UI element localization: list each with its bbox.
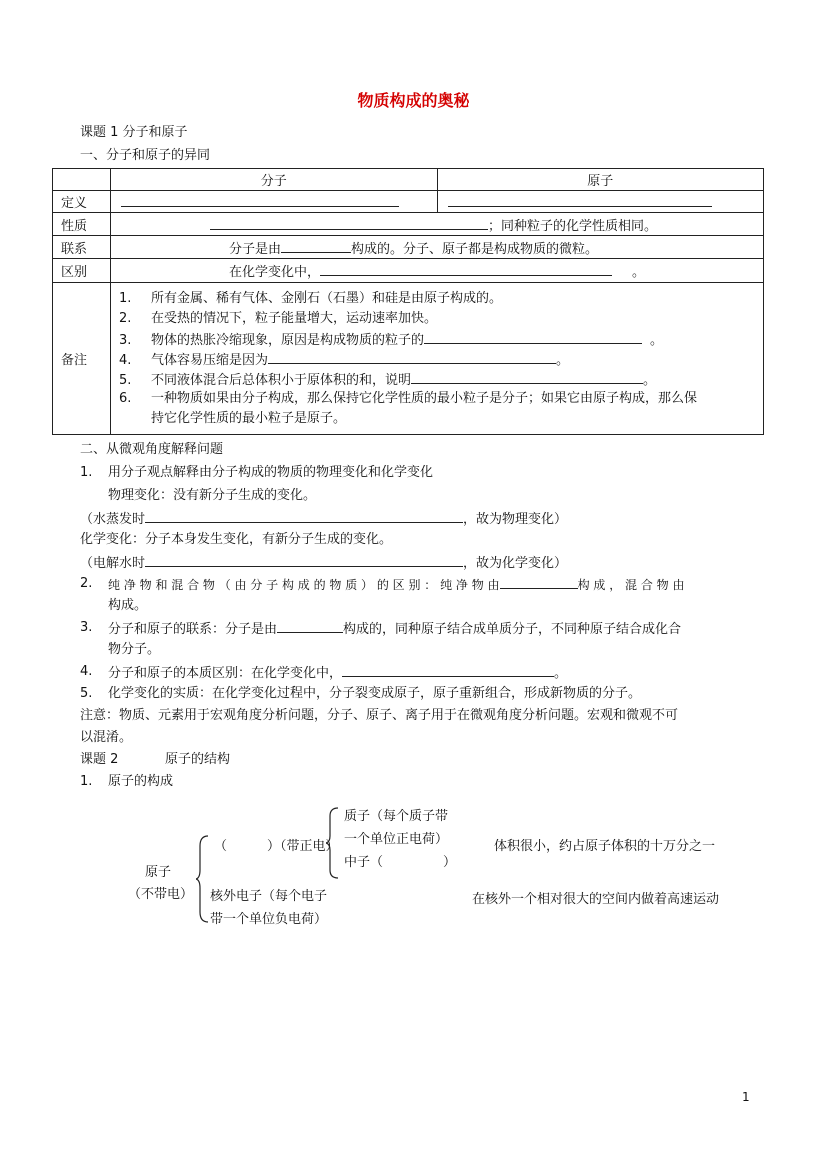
property-text: ；同种粒子的化学性质相同。 — [488, 218, 658, 234]
nucleus-brace — [326, 806, 340, 880]
outer-brace — [196, 834, 210, 924]
note-line-1: 注意：物质、元素用于宏观角度分析问题，分子、原子、离子用于在微观角度分析问题。宏观和微观不可 — [80, 708, 679, 723]
item-3-num: 3. — [80, 620, 93, 635]
section-2-heading: 二、从微观角度解释问题 — [80, 442, 224, 457]
structure-title: 原子的构成 — [108, 774, 174, 789]
relation-cell — [111, 236, 764, 259]
neutron-line: 中子（ ） — [344, 855, 457, 870]
item-4-num: 4. — [80, 664, 93, 679]
table-corner — [53, 169, 111, 191]
property-blank[interactable] — [210, 216, 488, 230]
header-atom: 原子 — [437, 169, 764, 191]
note-5-blank[interactable] — [411, 370, 643, 384]
nucleus-volume-note: 体积很小，约占原子体积的十万分之一 — [494, 839, 716, 854]
item-3-cont: 物分子。 — [108, 642, 161, 657]
physical-example-blank[interactable] — [145, 509, 463, 523]
notes-cell — [111, 283, 764, 435]
relation-prefix: 分子是由 — [229, 241, 282, 257]
row-label-notes: 备注 — [53, 283, 111, 435]
lesson-1-heading: 课题 1 分子和原子 — [80, 125, 188, 140]
electron-line-1: 核外电子（每个电子 — [210, 889, 328, 904]
note-3-blank[interactable] — [424, 330, 642, 344]
note-4-blank[interactable] — [268, 350, 556, 364]
chemical-example-blank[interactable] — [145, 553, 463, 567]
item-2-line: 纯 净 物 和 混 合 物 （ 由 分 子 构 成 的 物 质 ） 的 区 别 ： 纯 净 物 由 构 成 ， 混 合 物 由 — [108, 575, 684, 594]
item-1-text: 用分子观点解释由分子构成的物质的物理变化和化学变化 — [108, 465, 434, 480]
relation-blank[interactable] — [281, 239, 351, 253]
note-6-cont: 持它化学性质的最小粒子是原子。 — [151, 410, 347, 426]
chemical-example: （电解水时 ，故为化学变化） — [80, 553, 567, 573]
proton-line-1: 质子（每个质子带 — [344, 809, 449, 824]
definition-molecule-blank[interactable] — [121, 193, 399, 207]
item-4-line: 分子和原子的本质区别：在化学变化中， 。 — [108, 663, 567, 683]
note-6: 6. 一种物质如果由分子构成，那么保持它化学性质的最小粒子是分子；如果它由原子构成，那么保 — [119, 390, 698, 406]
note-1: 1. 所有金属、稀有气体、金刚石（石墨）和硅是由原子构成的。 — [119, 290, 503, 306]
page-number: 1 — [742, 1090, 750, 1104]
physical-change-def: 物理变化：没有新分子生成的变化。 — [108, 488, 317, 503]
structure-num: 1. — [80, 774, 93, 789]
item-3-blank[interactable] — [277, 619, 343, 633]
page-title: 物质构成的奥秘 — [357, 91, 470, 110]
definition-molecule-cell — [111, 191, 438, 213]
difference-blank[interactable] — [320, 262, 612, 276]
atom-charge-label: （不带电） — [128, 887, 194, 902]
property-cell — [111, 213, 764, 236]
item-5-num: 5. — [80, 686, 93, 701]
note-5: 5. 不同液体混合后总体积小于原体积的和，说明 。 — [111, 370, 763, 388]
electron-motion-note: 在核外一个相对很大的空间内做着高速运动 — [472, 892, 720, 907]
note-2: 2. 在受热的情况下，粒子能量增大，运动速率加快。 — [119, 310, 438, 326]
chemical-change-def: 化学变化：分子本身发生变化，有新分子生成的变化。 — [80, 532, 393, 547]
row-label-relation: 联系 — [53, 236, 111, 259]
note-4: 4. 气体容易压缩是因为 。 — [111, 350, 763, 368]
definition-atom-blank[interactable] — [448, 193, 712, 207]
item-5-text: 化学变化的实质：在化学变化过程中，分子裂变成原子，原子重新组合，形成新物质的分子。 — [108, 686, 642, 701]
item-3-line: 分子和原子的联系：分子是由 构成的，同种原子结合成单质分子，不同种原子结合成化合 — [108, 619, 681, 639]
nucleus-label: （ ）（带正电） — [214, 839, 339, 854]
note-line-2: 以混淆。 — [80, 730, 133, 745]
row-label-property: 性质 — [53, 213, 111, 236]
row-label-difference: 区别 — [53, 259, 111, 283]
item-2-cont: 构成。 — [108, 598, 148, 613]
note-3: 3. 物体的热胀冷缩现象，原因是构成物质的粒子的 。 — [111, 330, 763, 348]
item-2-num: 2. — [80, 576, 93, 591]
section-1-heading: 一、分子和原子的异同 — [80, 148, 211, 163]
physical-example: （水蒸发时 ，故为物理变化） — [80, 509, 567, 529]
header-molecule: 分子 — [111, 169, 438, 191]
item-2-blank[interactable] — [500, 575, 578, 589]
atom-label: 原子 — [145, 865, 172, 880]
item-4-blank[interactable] — [342, 663, 554, 677]
lesson-2-label: 课题 2 — [80, 752, 119, 767]
difference-prefix: 在化学变化中， — [229, 265, 321, 280]
difference-cell — [111, 259, 764, 283]
comparison-table — [52, 168, 764, 435]
difference-suffix: 。 — [632, 265, 646, 280]
row-label-definition: 定义 — [53, 191, 111, 213]
relation-suffix: 构成的。分子、原子都是构成物质的微粒。 — [351, 241, 599, 257]
definition-atom-cell — [437, 191, 764, 213]
lesson-2-title: 原子的结构 — [165, 752, 231, 767]
item-1-num: 1. — [80, 465, 93, 480]
proton-line-2: 一个单位正电荷） — [344, 832, 449, 847]
electron-line-2: 带一个单位负电荷） — [210, 912, 328, 927]
